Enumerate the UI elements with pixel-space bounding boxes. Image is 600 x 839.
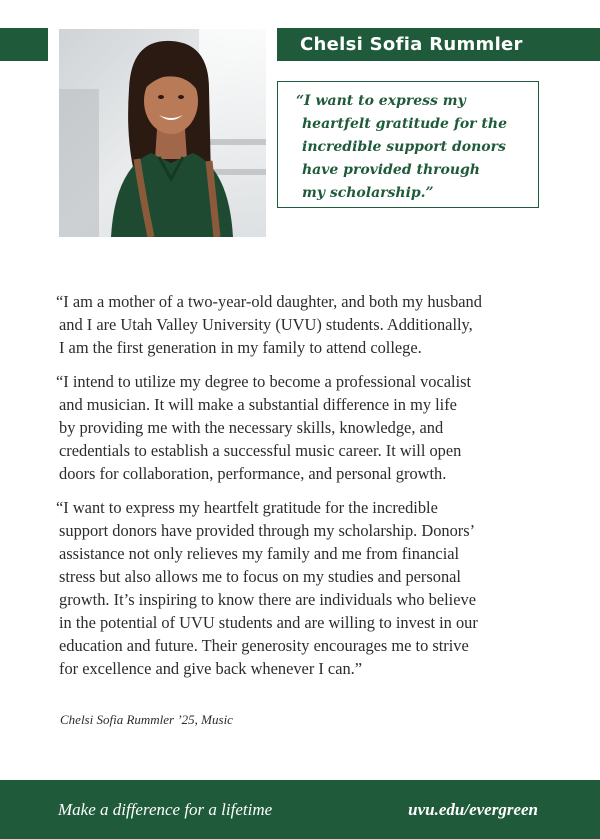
pull-quote [296, 90, 526, 205]
body-line: in the potential of UVU students and are willing to invest in our [59, 613, 478, 632]
body-line: “I intend to utilize my degree to become a professional vocalist [56, 372, 472, 391]
body-line: assistance not only relieves my family and me from financial [59, 544, 460, 563]
body-line: credentials to establish a successful music career. It will open [59, 441, 462, 460]
paragraph-gratitude [56, 496, 546, 680]
paragraph-family [56, 290, 546, 359]
body-line: doors for collaboration, performance, and personal growth. [59, 464, 447, 483]
body-line: I am the first generation in my family to attend college. [59, 338, 422, 357]
testimonial-body [56, 290, 546, 691]
footer-band [0, 780, 600, 839]
body-line: stress but also allows me to focus on my studies and personal [59, 567, 461, 586]
body-line: and musician. It will make a substantial difference in my life [59, 395, 457, 414]
student-photo [59, 29, 266, 237]
paragraph-career [56, 370, 546, 485]
body-line: “I want to express my heartfelt gratitude for the incredible [56, 498, 438, 517]
portrait-illustration [59, 29, 266, 237]
photo-frame [48, 18, 277, 248]
pull-quote-line: incredible support donors [302, 139, 506, 155]
body-line: “I am a mother of a two-year-old daughter, and both my husband [56, 292, 482, 311]
pull-quote-line: have provided through [302, 162, 480, 178]
attribution: Chelsi Sofia Rummler ’25, Music [60, 712, 233, 727]
body-line: growth. It’s inspiring to know there are individuals who believe [59, 590, 476, 609]
pull-quote-box [277, 81, 539, 208]
footer-tagline: Make a difference for a lifetime [58, 800, 273, 819]
body-line: support donors have provided through my scholarship. Donors’ [59, 521, 476, 540]
body-line: and I are Utah Valley University (UVU) students. Additionally, [59, 315, 473, 334]
footer-url-link[interactable]: uvu.edu/evergreen [408, 800, 538, 819]
pull-quote-line: “I want to express my [296, 93, 466, 109]
student-name: Chelsi Sofia Rummler [300, 34, 523, 55]
pull-quote-line: my scholarship.” [302, 185, 434, 201]
pull-quote-line: heartfelt gratitude for the [302, 116, 507, 132]
body-line: by providing me with the necessary skills, knowledge, and [59, 418, 444, 437]
body-line: for excellence and give back whenever I can.” [59, 659, 363, 678]
body-line: education and future. Their generosity encourages me to strive [59, 636, 469, 655]
